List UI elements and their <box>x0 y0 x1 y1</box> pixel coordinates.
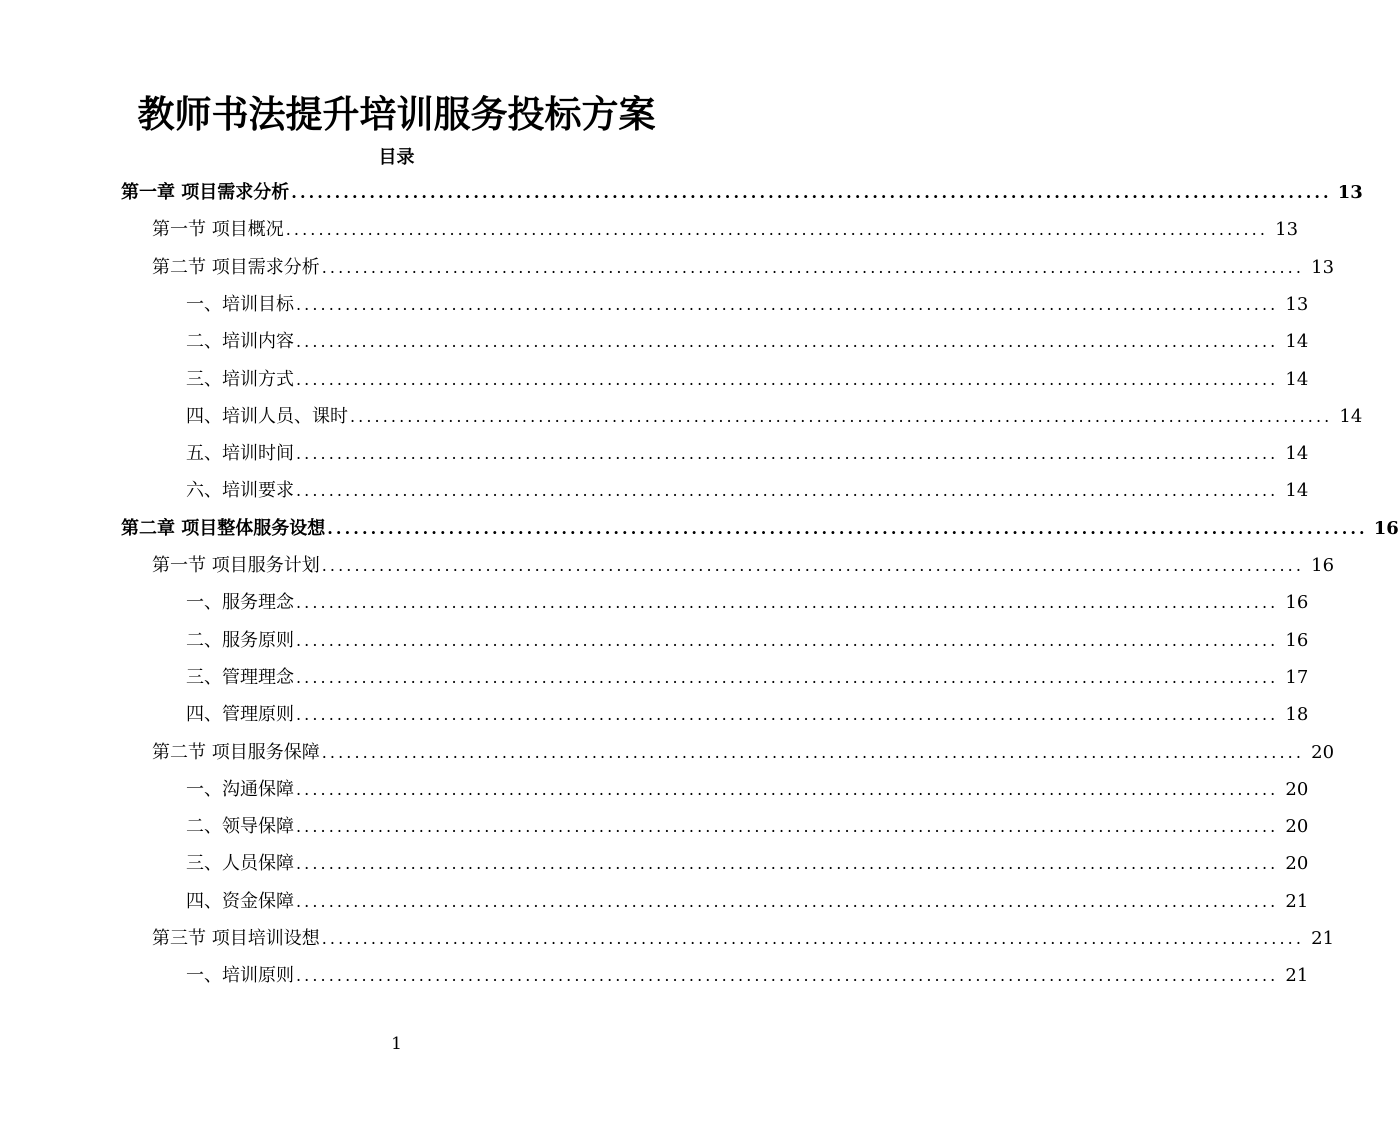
toc-dot-leader: ........................................................................................................................ <box>296 369 1279 389</box>
toc-entry-page: 16 <box>1285 592 1309 614</box>
toc-entry[interactable] <box>186 957 1309 994</box>
toc-entry-page: 20 <box>1285 778 1309 800</box>
toc-entry-page: 13 <box>1285 293 1309 315</box>
page-number: 1 <box>391 1034 402 1054</box>
toc-entry-label: 第一章 项目需求分析 <box>121 182 290 203</box>
toc-dot-leader: ........................................................................................................................ <box>350 406 1333 426</box>
toc-entry-page: 16 <box>1311 555 1335 576</box>
toc-entry-label: 二、培训内容 <box>186 331 294 353</box>
toc-entry-label: 一、培训原则 <box>186 965 294 987</box>
toc-dot-leader: ........................................................................................................................ <box>296 667 1279 687</box>
toc-entry-label: 四、资金保障 <box>186 890 294 912</box>
toc-entry[interactable] <box>152 734 1335 771</box>
toc-entry-page: 14 <box>1285 368 1309 390</box>
toc-entry-page: 14 <box>1285 331 1309 353</box>
toc-entry[interactable] <box>152 249 1335 286</box>
toc-entry[interactable] <box>186 286 1309 323</box>
toc-dot-leader: ........................................................................................................................ <box>321 929 1305 948</box>
toc-entry[interactable] <box>186 622 1309 659</box>
toc-dot-leader: ........................................................................................................................ <box>296 779 1279 799</box>
toc-dot-leader: ........................................................................................................................ <box>296 705 1279 725</box>
toc-entry[interactable] <box>186 584 1309 621</box>
toc-dot-leader: ........................................................................................................................ <box>321 742 1305 762</box>
toc-entry[interactable] <box>152 920 1335 957</box>
toc-entry[interactable] <box>186 323 1309 360</box>
toc-dot-leader: ........................................................................................................................ <box>296 444 1279 464</box>
toc-dot-leader: ........................................................................................................................ <box>321 257 1305 277</box>
toc-dot-leader: ........................................................................................................................ <box>296 332 1279 352</box>
toc-entry[interactable] <box>186 771 1309 808</box>
toc-entry-page: 13 <box>1275 219 1299 241</box>
toc-entry-page: 14 <box>1285 480 1309 502</box>
toc-entry[interactable] <box>186 472 1309 509</box>
toc-entry-page: 21 <box>1285 890 1309 912</box>
toc-entry[interactable] <box>186 435 1309 472</box>
toc-entry-page: 18 <box>1285 704 1309 726</box>
toc-entry-page: 16 <box>1285 629 1309 651</box>
toc-entry[interactable] <box>186 398 1363 435</box>
toc-entry[interactable] <box>186 845 1309 882</box>
toc-entry-page: 13 <box>1337 182 1363 203</box>
toc-dot-leader: ........................................................................................................................ <box>321 556 1305 575</box>
toc-entry-page: 21 <box>1311 928 1335 949</box>
toc-entry-label: 六、培训要求 <box>186 480 294 502</box>
toc-dot-leader: ........................................................................................................................ <box>285 220 1269 240</box>
toc-entry[interactable] <box>186 659 1309 696</box>
toc-entry-label: 三、人员保障 <box>186 853 294 875</box>
toc-entry-label: 一、培训目标 <box>186 293 294 315</box>
toc-entry-label: 第三节 项目培训设想 <box>152 928 320 949</box>
toc-entry[interactable] <box>152 211 1299 248</box>
toc-entry-page: 16 <box>1373 517 1399 539</box>
toc-entry-label: 二、服务原则 <box>186 629 294 651</box>
toc-entry-page: 14 <box>1339 405 1363 427</box>
toc-entry-label: 一、服务理念 <box>186 592 294 614</box>
toc-entry[interactable] <box>186 883 1309 920</box>
toc-dot-leader: ........................................................................................................................ <box>296 481 1279 501</box>
toc-dot-leader: ........................................................................................................................ <box>296 294 1279 314</box>
toc-entry-label: 四、管理原则 <box>186 704 294 726</box>
toc-entry[interactable] <box>121 510 1399 547</box>
toc-entry[interactable] <box>186 361 1309 398</box>
toc-entry-page: 20 <box>1311 741 1335 763</box>
toc-dot-leader: ........................................................................................................................ <box>291 183 1332 202</box>
toc-entry-label: 三、培训方式 <box>186 368 294 390</box>
toc-entry-label: 第二节 项目需求分析 <box>152 256 320 278</box>
toc-entry-label: 第一节 项目概况 <box>152 219 284 241</box>
toc-entry-label: 三、管理理念 <box>186 666 294 688</box>
toc-dot-leader: ........................................................................................................................ <box>296 891 1279 911</box>
toc-entry[interactable] <box>152 547 1335 584</box>
toc-entry-page: 20 <box>1285 816 1309 838</box>
toc-dot-leader: ........................................................................................................................ <box>296 854 1279 874</box>
toc-entry[interactable] <box>186 808 1309 845</box>
toc-entry-page: 14 <box>1285 443 1309 465</box>
toc-entry-label: 第一节 项目服务计划 <box>152 555 320 576</box>
toc-entry[interactable] <box>121 174 1363 211</box>
toc-entry-page: 13 <box>1311 256 1335 278</box>
document-title: 教师书法提升培训服务投标方案 <box>137 92 656 136</box>
toc-dot-leader: ........................................................................................................................ <box>327 518 1368 538</box>
toc-entry-page: 21 <box>1285 965 1309 987</box>
toc-heading: 目录 <box>378 147 415 168</box>
toc-entry[interactable] <box>186 696 1309 733</box>
toc-entry-label: 五、培训时间 <box>186 443 294 465</box>
toc-dot-leader: ........................................................................................................................ <box>296 966 1279 986</box>
toc-entry-label: 二、领导保障 <box>186 816 294 838</box>
toc-entry-label: 四、培训人员、课时 <box>186 405 348 427</box>
toc-entry-page: 20 <box>1285 853 1309 875</box>
toc-dot-leader: ........................................................................................................................ <box>296 593 1279 613</box>
toc-dot-leader: ........................................................................................................................ <box>296 630 1279 650</box>
toc-entry-page: 17 <box>1285 666 1309 688</box>
toc-entry-label: 第二节 项目服务保障 <box>152 741 320 763</box>
toc-dot-leader: ........................................................................................................................ <box>296 817 1279 837</box>
toc-entry-label: 第二章 项目整体服务设想 <box>121 517 326 539</box>
toc-entry-label: 一、沟通保障 <box>186 778 294 800</box>
